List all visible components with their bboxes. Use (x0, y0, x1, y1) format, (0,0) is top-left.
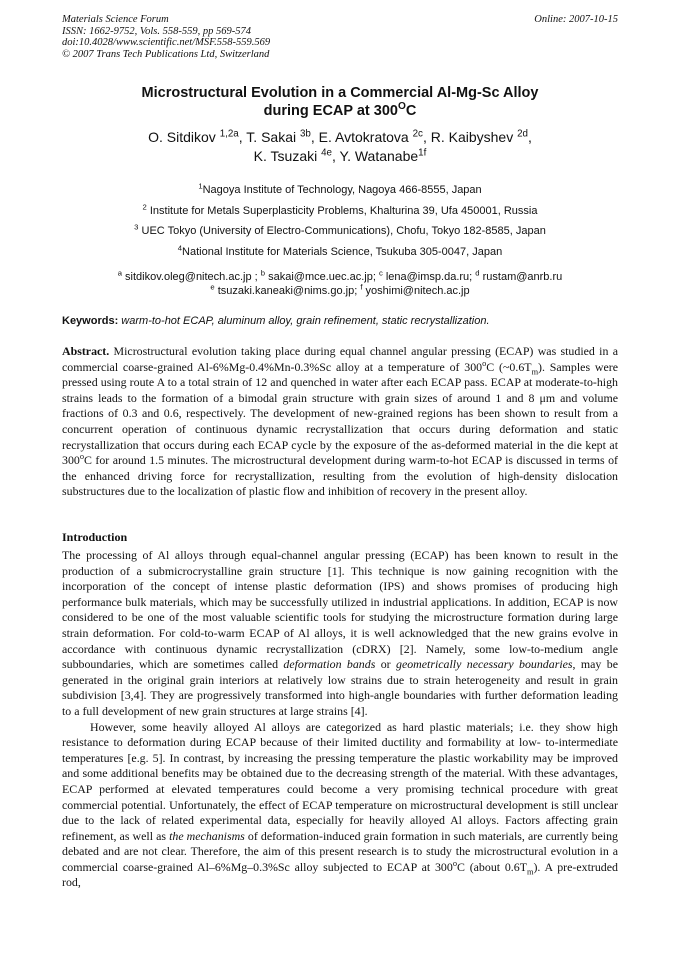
abstract-text: ). Samples were pressed using route A to a total strain of 12 and quenched in water after each ECAP pass. ECAP at moderate-to-high strains leads to the formation of a bimodal grain structure with grain sizes of around 1 and 8 μm and volume fractions of 0.3 and 0.6, respectively. The development of new-grained regions has been shown to result from a concurrent operation of continuous dynamic recrystallization that occurs during deformation and static recrystallization that occurs during each ECAP cycle by the exposure of the as-deformed material in the die kept at 300 (62, 359, 618, 468)
intro-paragraph-1 (62, 548, 618, 720)
introduction-body (62, 548, 618, 891)
email-mark: e (210, 282, 215, 292)
email-mark: a (117, 268, 122, 278)
subscript: m (526, 867, 534, 877)
journal-name: Materials Science Forum (62, 14, 169, 25)
author-name: , Y. Watanabe (332, 148, 419, 164)
abstract (62, 344, 618, 500)
degree-mark: o (482, 358, 487, 368)
affiliation-list (62, 180, 618, 262)
introduction-heading: Introduction (62, 530, 128, 544)
author-list (62, 128, 618, 166)
email-mark: f (360, 282, 363, 292)
abstract-text: C for around 1.5 minutes. The microstructural development during warm-to-hot ECAP is discussed in terms of the enhanced driving force for recrystallization, resulting from the evolution of high-density dislocation substructures due to the localization of plastic flow and inhibition of recovery in the present alloy. (62, 453, 618, 499)
title-degree: O (397, 101, 406, 113)
intro-text: , may be generated in the original grain interiors at relatively low strains due to strain heterogeneity and result in grain subdivision [3,4]. They are progressively transformed into high-angle boundaries with further deformation leading to a full development of new grain structures at large strains [4]. (62, 657, 618, 718)
affil-mark: 2 (142, 201, 147, 211)
intro-text: ). A pre-extruded rod, (62, 859, 618, 890)
email-address: rustam@anrb.ru (479, 271, 563, 283)
affil-text: UEC Tokyo (University of Electro-Communications), Chofu, Tokyo 182-8585, Japan (138, 225, 546, 237)
intro-paragraph-2 (62, 720, 618, 892)
email-mark: d (475, 268, 480, 278)
author-name: , E. Avtokratova (310, 129, 413, 145)
affil-text: Nagoya Institute of Technology, Nagoya 466-8555, Japan (202, 184, 482, 196)
keywords-label: Keywords: (62, 315, 119, 327)
email-address: sitdikov.oleg@nitech.ac.jp ; (122, 271, 261, 283)
online-date: Online: 2007-10-15 (534, 14, 618, 25)
intro-text: of deformation-induced grain formation in such materials, are currently being debated and are not clear. Therefore, the aim of this present research is to study the microstructural evolution in a commercial coarse-grained Al–6%Mg–0.3%Sc alloy subjected to ECAP at 300 (62, 828, 618, 874)
email-address: sakai@mce.uec.ac.jp; (265, 271, 379, 283)
affiliation-2 (62, 201, 618, 222)
email-address: tsuzaki.kaneaki@nims.go.jp; (214, 285, 361, 297)
title-unit: C (405, 103, 417, 119)
author-name: O. Sitdikov (148, 129, 220, 145)
author-name: , T. Sakai (238, 129, 300, 145)
affiliation-1 (62, 180, 618, 201)
issn-line: ISSN: 1662-9752, Vols. 558-559, pp 569-574 (62, 25, 251, 37)
author-name: , R. Kaibyshev (422, 129, 518, 145)
degree-mark: o (452, 858, 457, 868)
intro-text: C (about 0.6T (456, 859, 527, 874)
author-affil-mark: 4e (321, 147, 333, 159)
intro-text: However, some heavily alloyed Al alloys are categorized as hard plastic materials; i.e. they show high resistance to deformation during ECAP because of their limited ductility and formability at low- to-intermediate temperatures [e.g. 5]. In contrast, by increasing the pressing temperature the plastic workability may be improved and some additional benefits may be obtained due to the decreasing strength of the material. With these advantages, ECAP performed at elevated temperatures could become a very promising technical procedure with great commercial potential. Unfortunately, the effect of ECAP temperature on microstructural development is still unclear due to the lack of related experimental data, especially for heavily alloyed Al alloys. Factors affecting grain refinement, as well as (62, 719, 618, 843)
email-list (62, 270, 618, 298)
author-affil-mark: 3b (299, 128, 311, 140)
keywords (62, 314, 618, 328)
journal-header (62, 14, 618, 60)
email-address: lena@imsp.da.ru; (382, 271, 476, 283)
keywords-text: warm-to-hot ECAP, aluminum alloy, grain refinement, static recrystallization. (118, 315, 490, 327)
author-affil-mark: 2c (412, 128, 423, 140)
affiliation-3 (62, 221, 618, 242)
author-affil-mark: 1,2a (219, 128, 239, 140)
abstract-text: Microstructural evolution taking place during equal channel angular pressing (ECAP) was studied in a commercial coarse-grained Al-6%Mg-0.4%Mn-0.3%Sc alloy at a temperature of 300 (62, 344, 618, 374)
author-separator: , (528, 129, 532, 145)
author-affil-mark: 1f (418, 147, 427, 159)
paper-title (62, 84, 618, 120)
emails-line-2 (62, 284, 618, 298)
authors-line-2 (62, 147, 618, 166)
intro-emphasis: the mechanisms (169, 828, 245, 843)
intro-emphasis: geometrically necessary boundaries (396, 657, 573, 672)
subscript: m (531, 366, 539, 376)
abstract-label: Abstract. (62, 344, 110, 358)
copyright-line: © 2007 Trans Tech Publications Ltd, Switzerland (62, 48, 270, 60)
affil-mark: 1 (198, 181, 203, 191)
intro-text: or (375, 657, 396, 672)
affil-text: National Institute for Materials Science, Tsukuba 305-0047, Japan (182, 245, 503, 258)
author-name: K. Tsuzaki (253, 148, 322, 164)
title-line-2 (62, 102, 618, 120)
affiliation-4 (62, 242, 618, 263)
intro-text: The processing of Al alloys through equal-channel angular pressing (ECAP) has been known to result in the production of a submicrocrystalline grain structure [1]. This technique is now gaining recognition with the incorporation of the concept of intense plastic deformation (IPS) and shows promises of producing high performance bulk materials, which may be successfully utilized in industrial applications. In addition, ECAP is now considered to be one of the most valuable scientific tools for studying the microstructure formation during large strain deformation. For cold-to-warm ECAP of Al alloys, it is well acknowledged that the new grains evolve in accordance with continuous dynamic recrystallization (cDRX) [2]. Namely, some low-to-medium angle subboundaries, which are sometimes called (62, 548, 618, 672)
doi-line: doi:10.4028/www.scientific.net/MSF.558-559.569 (62, 37, 271, 48)
email-address: yoshimi@nitech.ac.jp (362, 285, 470, 297)
degree-mark: o (79, 452, 85, 462)
abstract-paragraph (62, 344, 618, 500)
authors-line-1 (62, 128, 618, 147)
affil-text: Institute for Metals Superplasticity Problems, Khalturina 39, Ufa 450001, Russia (146, 204, 538, 217)
affil-mark: 3 (134, 222, 139, 232)
email-mark: b (260, 268, 266, 278)
emails-line-1 (62, 270, 618, 284)
intro-emphasis: deformation bands (283, 657, 376, 672)
affil-mark: 4 (177, 242, 183, 252)
title-line-1: Microstructural Evolution in a Commercial Al-Mg-Sc Alloy (141, 85, 539, 101)
abstract-text: C (~0.6T (486, 359, 532, 374)
email-mark: c (378, 268, 383, 278)
title-text: during ECAP at 300 (263, 103, 398, 119)
author-affil-mark: 2d (517, 128, 528, 140)
